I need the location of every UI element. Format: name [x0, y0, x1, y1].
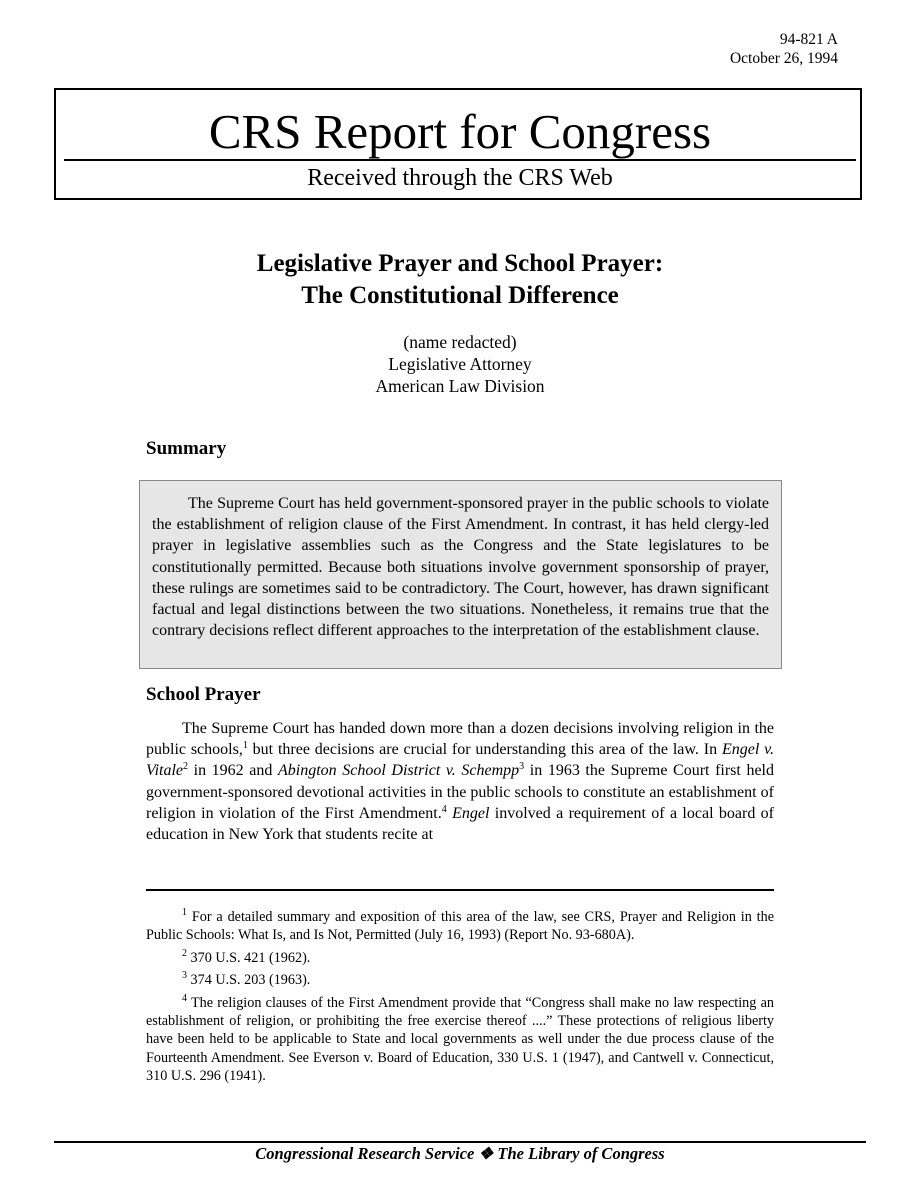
document-title-line-2: The Constitutional Difference	[301, 282, 619, 309]
summary-heading: Summary	[146, 438, 227, 459]
case-abington-v-schempp: Abington School District v. Schempp	[277, 762, 520, 780]
footnote-3: $^3$ 374 U.S. 203 (1963).	[182, 970, 311, 989]
author-position: Legislative Attorney	[388, 354, 532, 374]
footnote-1: $^1$ For a detailed summary and exposition of this area of the law, see CRS, Prayer and Religion in the Public Schools: What Is, and Is Not, Permitted (July 16, 1993) (Report No. 93-680A).	[146, 907, 774, 944]
report-header-title: CRS Report for Congress	[208, 104, 712, 159]
footnote-ref-1[interactable]: 1	[242, 740, 248, 752]
footer-rule	[54, 1141, 866, 1143]
report-meta	[730, 30, 838, 68]
case-engel: Engel	[452, 804, 490, 822]
footnote-ref-3[interactable]: 3	[519, 761, 525, 773]
footnote-divider	[146, 889, 774, 891]
author-name: (name redacted)	[403, 332, 517, 352]
footnotes	[146, 908, 774, 1090]
school-prayer-heading: School Prayer	[146, 684, 261, 705]
author-block	[0, 331, 920, 397]
report-date: October 26, 1994	[729, 50, 838, 67]
page-footer: Congressional Research Service ❖ The Library of Congress	[255, 1144, 665, 1163]
body-paragraph: The Supreme Court has handed down more than a dozen decisions involving religion in the public schools,$^1$ but three decisions are crucial for understanding this area of the law. In Engel v. Vitale$^2$ in 1962 and Abington School District v. Schempp$^3$ in 1963 the Supreme Court first held government-sponsored devotional activities in the public schools to constitute an establishment of religion in violation of the First Amendment.$^4$ Engel involved a requirement of a local board of education in New York that students recite at	[146, 720, 775, 844]
author-division: American Law Division	[375, 376, 545, 396]
footnote-ref-4[interactable]: 4	[441, 803, 447, 815]
report-number: 94-821 A	[779, 31, 838, 48]
footnote-ref-2[interactable]: 2	[183, 761, 189, 773]
school-prayer-body	[146, 718, 774, 845]
case-engel-v-vitale: Engel v. Vitale	[146, 741, 775, 780]
summary-text: The Supreme Court has held government-sponsored prayer in the public schools to violate the establishment of religion clause of the First Amendment. In contrast, it has held clergy-led prayer in legislative assemblies such as the Congress and the State legislatures to be constitutionally permitted. Because both situations involve government sponsorship of prayer, these rulings are sometimes said to be contradictory. The Court, however, has drawn significant factual and legal distinctions between the two situations. Nonetheless, it remains true that the contrary decisions reflect different approaches to the interpretation of the establishment clause.	[152, 495, 769, 640]
report-header-subtitle: Received through the CRS Web	[307, 165, 613, 191]
summary-box	[139, 480, 782, 669]
header-rule	[64, 159, 856, 161]
document-title	[0, 248, 920, 312]
footnote-4: $^4$ The religion clauses of the First Amendment provide that “Congress shall make no law respecting an establishment of religion, or prohibiting the free exercise thereof ....” These protections of religious liberty have been held to be applicable to State and local governments as well under the due process clause of the Fourteenth Amendment. See Everson v. Board of Education, 330 U.S. 1 (1947), and Cantwell v. Connecticut, 310 U.S. 296 (1941).	[146, 992, 774, 1085]
document-title-line-1: Legislative Prayer and School Prayer:	[256, 250, 664, 277]
footnote-2: $^2$ 370 U.S. 421 (1962).	[182, 947, 311, 966]
